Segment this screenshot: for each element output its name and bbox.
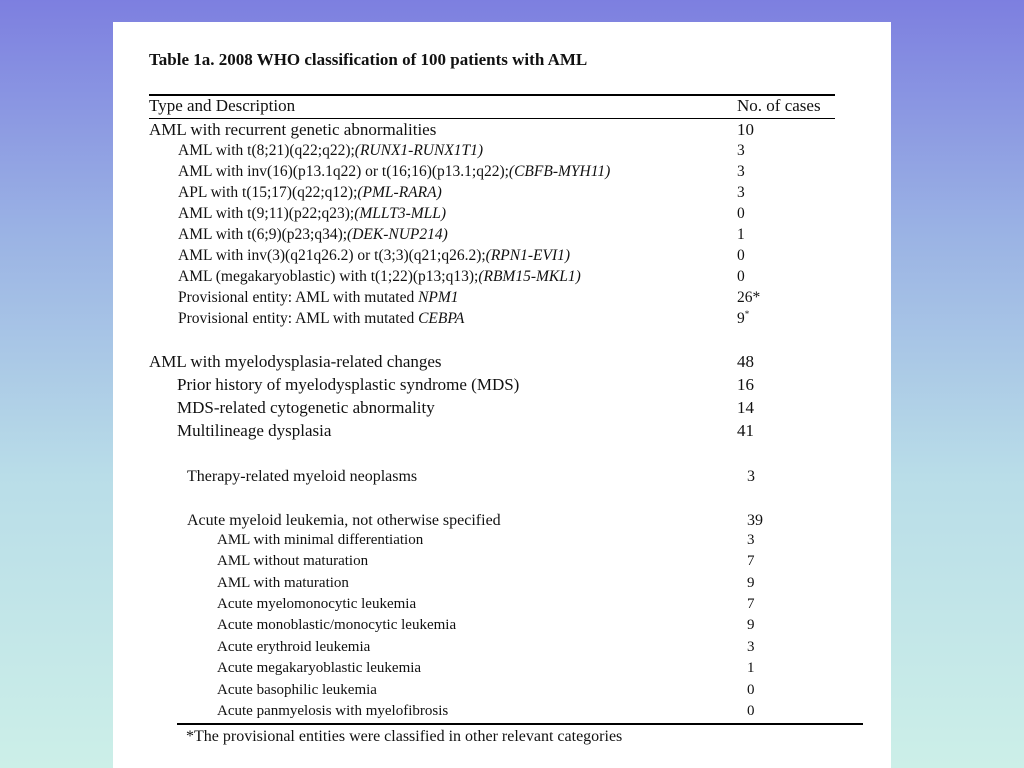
- table-row: [113, 660, 891, 680]
- header-rule: [149, 118, 835, 119]
- row-count: 0: [747, 703, 755, 719]
- row-count: 3: [737, 184, 745, 201]
- row-description: Provisional entity: AML with mutated NPM1: [178, 289, 459, 306]
- row-count: 7: [747, 553, 755, 569]
- row-description: Acute panmyelosis with myelofibrosis: [217, 703, 449, 719]
- row-count: 9*: [737, 308, 750, 327]
- table-row: [113, 310, 891, 330]
- row-count: 1: [737, 226, 745, 243]
- row-description: Acute megakaryoblastic leukemia: [217, 660, 422, 676]
- row-count: 3: [747, 532, 755, 548]
- table-row: [113, 682, 891, 702]
- row-description: Acute basophilic leukemia: [217, 682, 377, 698]
- header-count: No. of cases: [737, 96, 821, 115]
- table-row: [113, 398, 891, 418]
- row-count: 0: [737, 268, 745, 285]
- row-description: Acute monoblastic/monocytic leukemia: [217, 617, 457, 633]
- row-description: MDS-related cytogenetic abnormality: [177, 398, 435, 417]
- table-header: [113, 96, 891, 116]
- row-count: 3: [737, 163, 745, 180]
- category-row-myelodysplasia: [113, 352, 891, 372]
- row-description: Acute erythroid leukemia: [217, 639, 371, 655]
- category-label: Therapy-related myeloid neoplasms: [187, 468, 418, 485]
- row-description: AML without maturation: [217, 553, 369, 569]
- row-description: Prior history of myelodysplastic syndrome (MDS): [177, 375, 520, 394]
- row-count: 1: [747, 660, 755, 676]
- row-count: 0: [747, 682, 755, 698]
- category-row-therapy-related: [113, 468, 891, 488]
- row-description: APL with t(15;17)(q22;q12);(PML-RARA): [178, 184, 442, 201]
- category-label: AML with myelodysplasia-related changes: [149, 352, 442, 371]
- table-row: [113, 639, 891, 659]
- row-description: AML with maturation: [217, 575, 349, 591]
- table-title: Table 1a. 2008 WHO classification of 100 patients with AML: [149, 50, 588, 69]
- row-description: Provisional entity: AML with mutated CEBPA: [178, 310, 465, 327]
- row-count: 9: [747, 575, 755, 591]
- row-description: Multilineage dysplasia: [177, 421, 332, 440]
- row-count: 0: [737, 247, 745, 264]
- table-row: [113, 163, 891, 183]
- category-count: 48: [737, 352, 754, 371]
- footnote: *The provisional entities were classified in other relevant categories: [186, 728, 623, 745]
- row-description: AML with inv(16)(p13.1q22) or t(16;16)(p13.1;q22);(CBFB-MYH11): [178, 163, 611, 180]
- table-row: [113, 268, 891, 288]
- category-count: 39: [747, 512, 763, 529]
- table-row: [113, 553, 891, 573]
- row-description: AML with inv(3)(q21q26.2) or t(3;3)(q21;q26.2);(RPN1-EVI1): [178, 247, 571, 264]
- row-count: 3: [747, 639, 755, 655]
- row-description: Acute myelomonocytic leukemia: [217, 596, 417, 612]
- category-label: Acute myeloid leukemia, not otherwise specified: [187, 512, 501, 529]
- table-row: [113, 289, 891, 309]
- row-count: 41: [737, 421, 754, 440]
- category-row-recurrent-genetic: [113, 120, 891, 140]
- category-count: 3: [747, 468, 755, 485]
- table-row: [113, 575, 891, 595]
- bottom-rule: [177, 723, 863, 725]
- table-row: [113, 226, 891, 246]
- row-count: 3: [737, 142, 745, 159]
- slide-card: [113, 22, 891, 768]
- row-count: 9: [747, 617, 755, 633]
- row-count: 0: [737, 205, 745, 222]
- row-count: 14: [737, 398, 754, 417]
- category-row-nos: [113, 512, 891, 532]
- header-description: Type and Description: [149, 96, 296, 115]
- table-row: [113, 596, 891, 616]
- table-row: [113, 247, 891, 267]
- table-row: [113, 184, 891, 204]
- row-count: 16: [737, 375, 754, 394]
- row-count: 7: [747, 596, 755, 612]
- table-row: [113, 617, 891, 637]
- row-description: AML with t(8;21)(q22;q22);(RUNX1-RUNX1T1): [178, 142, 484, 159]
- table-row: [113, 375, 891, 395]
- row-description: AML with t(6;9)(p23;q34);(DEK-NUP214): [178, 226, 448, 243]
- table-row: [113, 421, 891, 441]
- row-description: AML with minimal differentiation: [217, 532, 424, 548]
- category-label: AML with recurrent genetic abnormalities: [149, 120, 437, 139]
- table-row: [113, 532, 891, 552]
- row-count: 26*: [737, 289, 761, 306]
- table-row: [113, 205, 891, 225]
- category-count: 10: [737, 120, 754, 139]
- table-row: [113, 142, 891, 162]
- table-row: [113, 703, 891, 723]
- row-description: AML with t(9;11)(p22;q23);(MLLT3-MLL): [178, 205, 447, 222]
- row-description: AML (megakaryoblastic) with t(1;22)(p13;q13);(RBM15-MKL1): [178, 268, 581, 285]
